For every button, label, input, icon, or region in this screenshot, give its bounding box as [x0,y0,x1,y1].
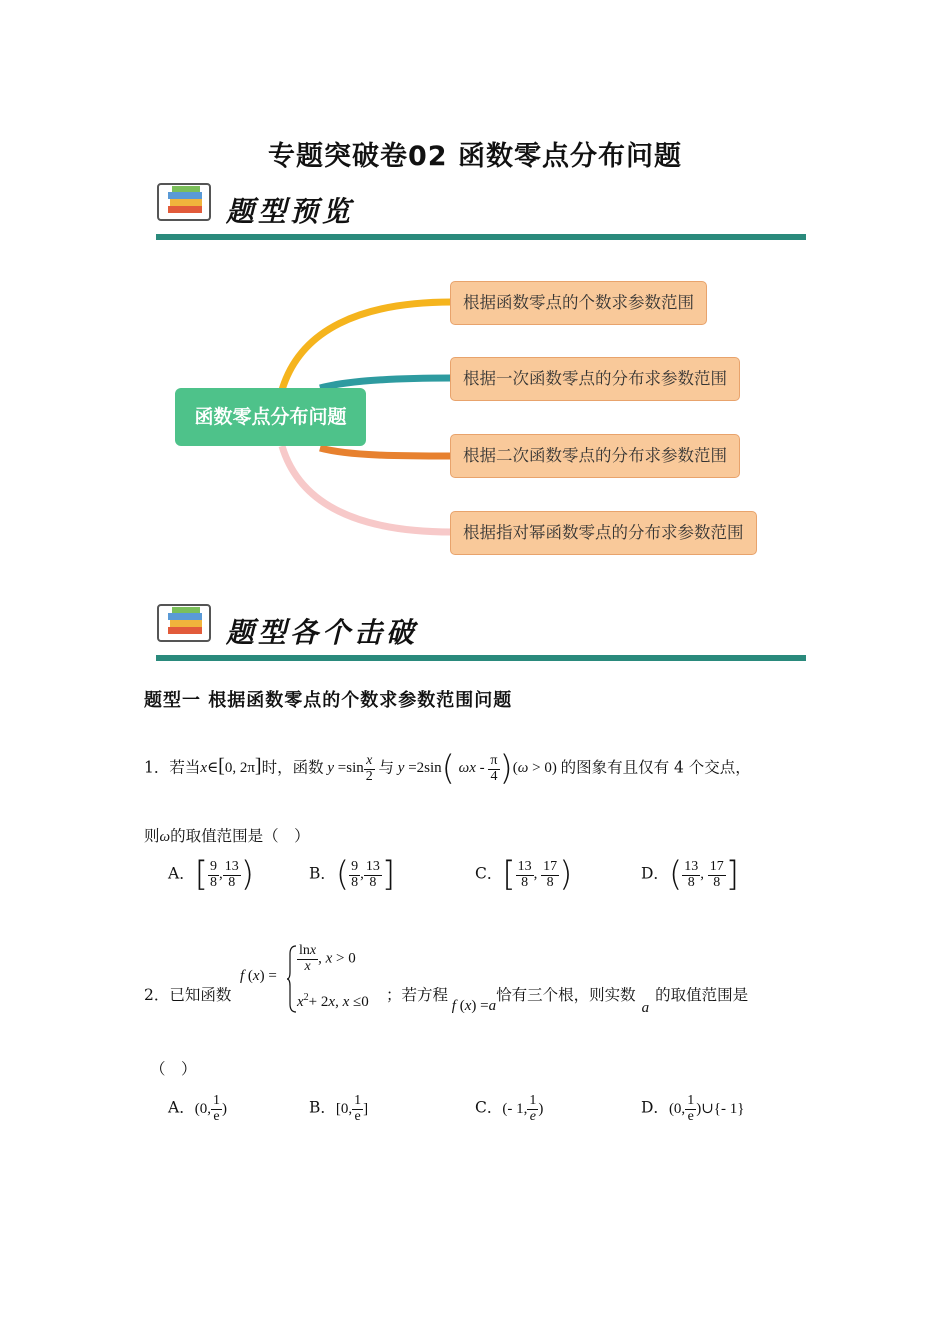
question-2-option-a[interactable]: A．(0, $\frac{1}{e}$ ) [168,1093,227,1124]
piecewise-case-1: $\frac{\ln x}{x}$ , x > 0 [299,943,356,974]
option-label: D． [641,1098,669,1117]
section-header-breakthrough [156,601,806,661]
mindmap-root: 函数零点分布问题 [175,388,366,446]
section-label: 题型预览 [226,195,355,228]
formula-y1: y =sin $\frac{x}{2}$ [327,752,373,784]
formula-a: a [641,1000,650,1016]
question-number: 1． [144,758,170,777]
stem-text: 若当 [169,758,201,777]
mindmap-node-3: 根据二次函数零点的分布求参数范围 [450,434,740,478]
stem-text: 恰有三个根，则实数 [496,986,636,1004]
option-label: D． [641,864,669,883]
option-label: C． [475,864,503,883]
mindmap-node-2: 根据一次函数零点的分布求参数范围 [450,357,740,401]
formula-y2: y =2sin( ωx - $\frac{\pi}{4}$ )(ω > 0) [397,749,561,789]
section-divider [156,655,806,661]
books-icon [156,180,214,224]
branch-line-3 [320,448,452,456]
page-title: 专题突破卷02 函数零点分布问题 [268,141,682,172]
stem-text: ；若方程 [386,986,449,1004]
stem-text: 已知函数 [169,986,232,1004]
option-label: B． [309,1098,336,1117]
section-divider [156,234,806,240]
stem-text: 的取值范围是（ ） [170,827,310,845]
formula-fx-label: f (x) = [240,968,277,984]
piecewise-case-2: $x^2+ 2x$, x ≤0 [297,992,369,1010]
question-2-option-d[interactable]: D．(0, $\frac{1}{e}$ )∪{- 1} [641,1093,745,1124]
option-label: A． [168,1098,195,1117]
question-1-stem [144,749,751,789]
question-2-stem-start [144,983,231,1005]
option-label: C． [475,1098,503,1117]
books-icon [156,601,214,645]
stem-text: 与 [378,758,395,777]
formula-omega: ω [159,829,171,845]
formula-fx-eq-a: f (x) =a [451,998,497,1014]
stem-text: 则 [144,827,160,845]
question-2-paren: （ ） [150,1060,197,1078]
option-label: A． [168,864,195,883]
mindmap-node-4: 根据指对幂函数零点的分布求参数范围 [450,511,757,555]
question-2-stem-mid [386,983,749,1016]
question-type-title: 题型一 根据函数零点的个数求参数范围问题 [144,690,513,711]
question-1-ask [144,824,310,846]
branch-line-2 [320,378,452,388]
question-1-option-a[interactable]: A．[ $\frac{9}{8}$ , $\frac{13}{8}$ ) [168,855,254,895]
formula-domain: x∈[0, 2π] [200,755,262,778]
question-1-option-b[interactable]: B．( $\frac{9}{8}$ , $\frac{13}{8}$ ] [309,855,396,895]
question-1-option-c[interactable]: C．[ $\frac{13}{8}$ , $\frac{17}{8}$ ) [475,855,573,895]
question-1-option-d[interactable]: D．( $\frac{13}{8}$ , $\frac{17}{8}$ ] [641,855,739,895]
section-label: 题型各个击破 [226,616,419,649]
option-label: B． [309,864,336,883]
question-2-option-c[interactable]: C．(- 1, $\frac{1}{e}$ ) [475,1093,544,1124]
stem-text: 时，函数 [261,758,324,777]
question-2-option-b[interactable]: B．[0, $\frac{1}{e}$ ] [309,1093,369,1124]
mindmap-node-1: 根据函数零点的个数求参数范围 [450,281,707,325]
section-header-overview [156,180,806,240]
stem-text: 的图象有且仅有 4 个交点， [560,758,751,777]
question-number: 2． [144,986,170,1004]
stem-text: 的取值范围是 [655,986,749,1004]
